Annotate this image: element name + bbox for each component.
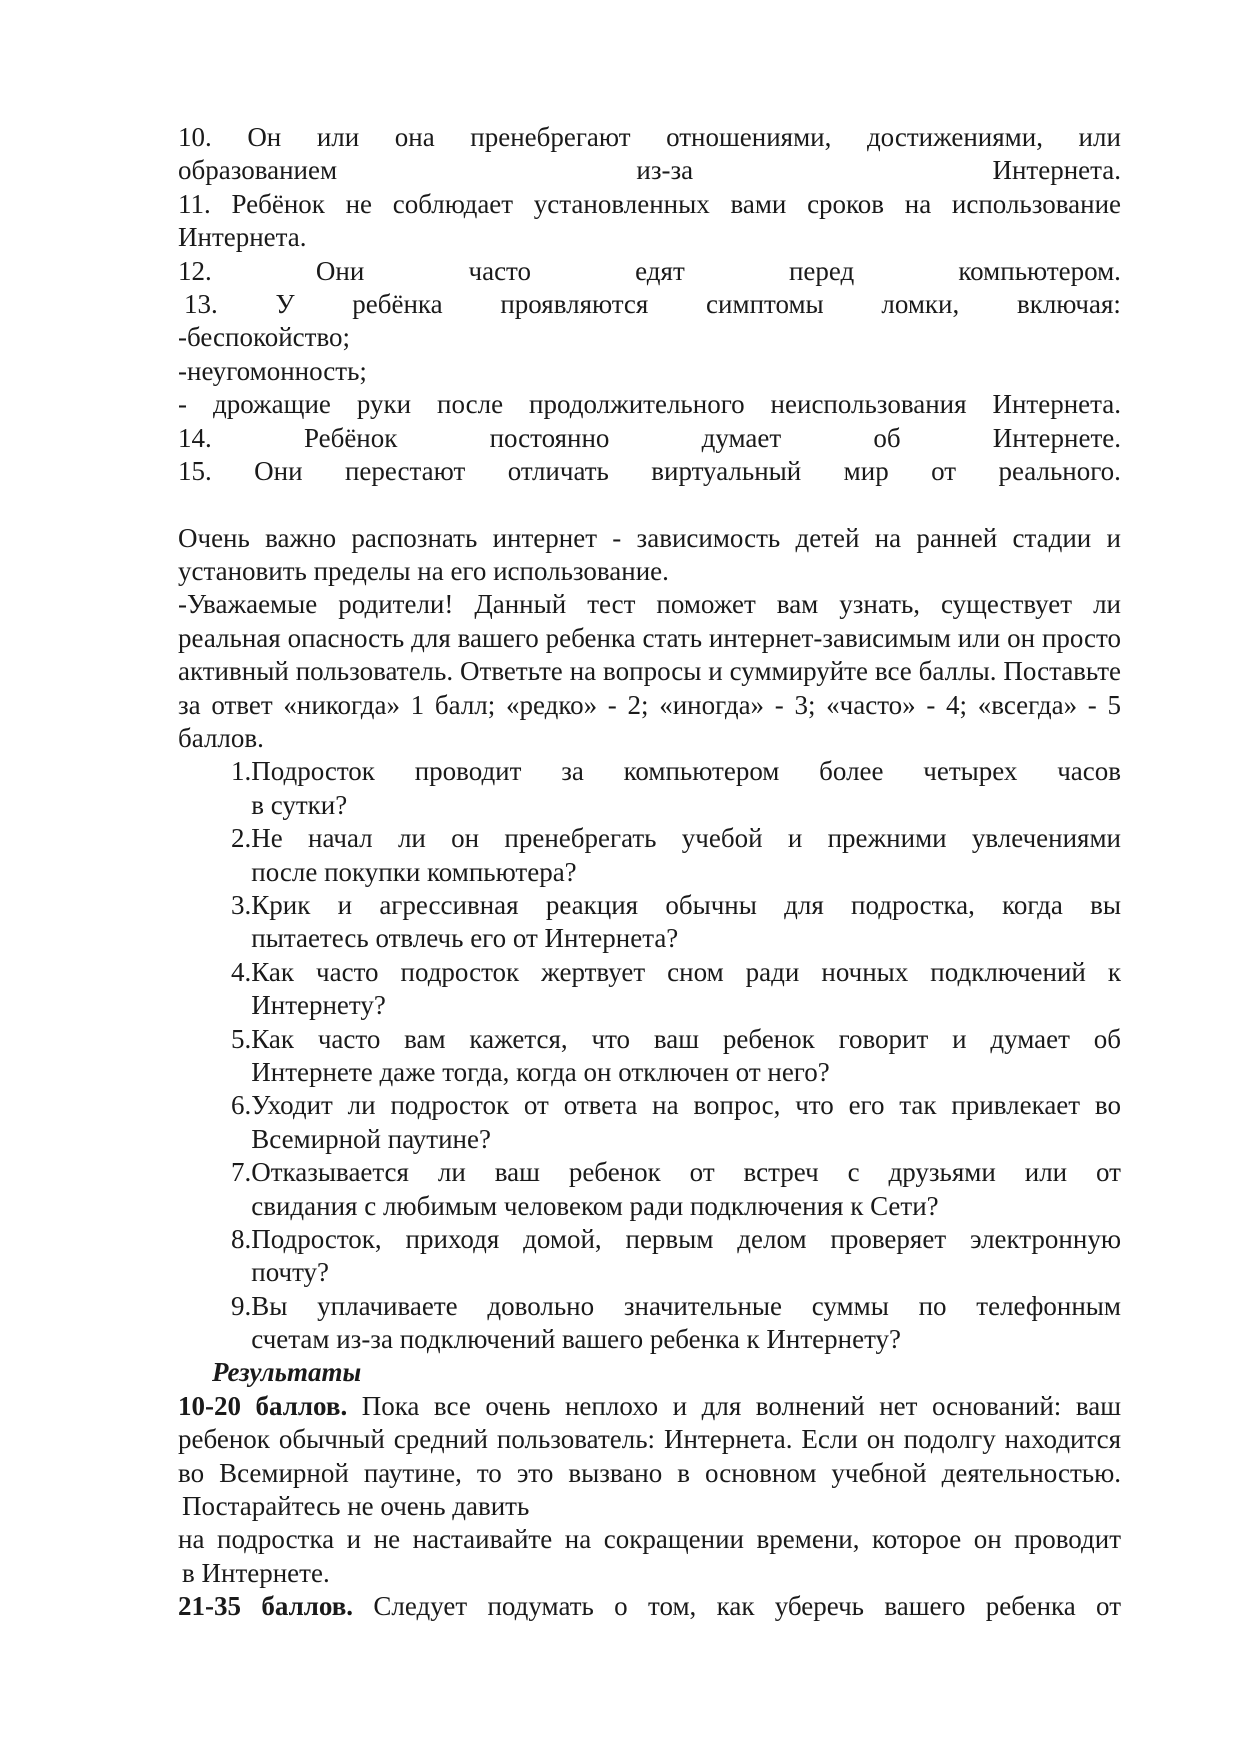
word: часто <box>468 255 531 286</box>
question-item <box>231 1223 1121 1290</box>
question-number: 8. <box>231 1223 252 1254</box>
word: ребёнка <box>352 288 443 319</box>
list-item-14 <box>178 422 1121 455</box>
word: 13. <box>184 288 218 319</box>
question-number: 2. <box>231 823 252 854</box>
parents-line5: баллов. <box>178 723 264 754</box>
question-text-line2: почту? <box>251 1257 330 1288</box>
word: мир <box>843 455 889 486</box>
result-1-line6: в Интернете. <box>182 1557 330 1588</box>
question-item <box>231 1290 1121 1357</box>
list-item-10-line1 <box>178 121 1121 154</box>
question-item <box>231 1089 1121 1156</box>
parents-line2: реальная опасность для вашего ребенка стать интернет-зависимым или он просто <box>178 622 1121 653</box>
result-1-line3: во Всемирной паутине, то это вызвано в основном учебной деятельностью. <box>178 1457 1121 1488</box>
intro-line2: установить пределы на его использование. <box>178 556 669 587</box>
word: или <box>316 122 360 152</box>
result-1-line2: ребенок обычный средний пользователь: Интернета. Если он подолгу находится <box>178 1424 1121 1455</box>
word: У <box>275 288 295 319</box>
word: проявляются <box>500 288 649 319</box>
question-item <box>231 822 1121 889</box>
result-1-line5: на подростка и не настаивайте на сокращении времени, которое он проводит <box>178 1524 1121 1555</box>
question-text-line1: Подросток проводит за компьютером более четырех часов <box>251 756 1121 787</box>
result-1-text: Пока все очень неплохо и для волнений нет оснований: ваш <box>347 1390 1121 1421</box>
question-item <box>231 1023 1121 1090</box>
results-heading: Результаты <box>212 1357 362 1388</box>
question-text-line1: Крик и агрессивная реакция обычны для подростка, когда вы <box>251 889 1121 920</box>
question-text-line1: Отказывается ли ваш ребенок от встреч с друзьями или от <box>251 1157 1121 1188</box>
question-text-line1: Как часто подросток жертвует сном ради ночных подключений к <box>251 956 1121 987</box>
list-item-13-sub2: -неугомонность; <box>178 355 367 386</box>
word: едят <box>635 255 685 286</box>
word: перед <box>788 255 855 286</box>
intro-line1: Очень важно распознать интернет - зависимость детей на ранней стадии и <box>178 522 1121 553</box>
question-number: 6. <box>231 1090 252 1121</box>
document-body <box>178 121 1121 1624</box>
word: ломки, <box>881 288 960 319</box>
list-item-12 <box>178 255 1121 288</box>
word: компьютером. <box>958 255 1121 286</box>
question-text-line1: Не начал ли он пренебрегать учебой и прежними увлечениями <box>251 823 1121 854</box>
result-2-text: Следует подумать о том, как уберечь вашего ребенка от <box>353 1591 1122 1622</box>
list-item-11-line2: Интернета. <box>178 222 307 253</box>
word: включая: <box>1016 288 1121 319</box>
result-1-label: 10-20 баллов. <box>178 1390 348 1421</box>
question-text-line1: Подросток, приходя домой, первым делом проверяет электронную <box>251 1223 1121 1254</box>
parents-line3: активный пользователь. Ответьте на вопросы и суммируйте все баллы. Поставьте <box>178 656 1121 687</box>
question-text-line2: в сутки? <box>251 789 348 820</box>
result-2-label: 21-35 баллов. <box>178 1591 354 1622</box>
word: думает <box>701 422 782 453</box>
word: она <box>394 122 435 152</box>
question-item <box>231 755 1121 822</box>
word: от <box>931 455 957 486</box>
parents-line4: за ответ «никогда» 1 балл; «редко» - 2; «иногда» - 3; «часто» - 4; «всегда» - 5 <box>178 689 1121 720</box>
question-item <box>231 889 1121 956</box>
question-number: 5. <box>231 1023 252 1054</box>
word: виртуальный <box>651 455 802 486</box>
word: перестают <box>344 455 466 486</box>
question-item <box>231 1156 1121 1223</box>
list-item-11-line1: 11. Ребёнок не соблюдает установленных вами сроков на использование <box>178 188 1121 219</box>
word: Интернета. <box>992 155 1121 186</box>
question-text-line2: пытаетесь отвлечь его от Интернета? <box>251 923 679 954</box>
question-text-line1: Вы уплачиваете довольно значительные суммы по телефонным <box>251 1290 1121 1321</box>
word: Ребёнок <box>303 422 398 453</box>
question-text-line2: Интернете даже тогда, когда он отключен от него? <box>251 1056 830 1087</box>
word: 14. <box>178 422 212 453</box>
result-1-line1 <box>178 1390 1121 1423</box>
word: Они <box>315 255 365 286</box>
question-text-line2: Интернету? <box>251 990 386 1021</box>
question-text-line1: Как часто вам кажется, что ваш ребенок говорит и думает об <box>251 1023 1121 1054</box>
list-item-13-line1 <box>178 288 1121 321</box>
question-list <box>231 755 1121 1356</box>
word: Интернете. <box>992 422 1121 453</box>
result-2-line1 <box>178 1590 1121 1623</box>
word: 15. <box>178 455 212 486</box>
word: из-за <box>636 155 694 186</box>
question-text-line2: Всемирной паутине? <box>251 1123 491 1154</box>
word: реального. <box>998 455 1121 486</box>
question-item <box>231 956 1121 1023</box>
word: или <box>1078 122 1121 152</box>
word: 10. <box>178 122 212 152</box>
list-item-10-line2 <box>178 154 1121 187</box>
word: пренебрегают <box>470 122 631 152</box>
word: Они <box>254 455 303 486</box>
word: об <box>873 422 901 453</box>
question-number: 4. <box>231 956 252 987</box>
question-number: 9. <box>231 1290 252 1321</box>
word: 12. <box>178 255 212 286</box>
question-number: 7. <box>231 1157 252 1188</box>
paragraph-gap <box>178 488 1121 521</box>
word: симптомы <box>706 288 824 319</box>
question-text-line2: свидания с любимым человеком ради подключения к Сети? <box>251 1190 939 1221</box>
word: отличать <box>507 455 609 486</box>
question-number: 3. <box>231 889 252 920</box>
result-1-line4: Постарайтесь не очень давить <box>182 1491 530 1522</box>
list-item-13-sub1: -беспокойство; <box>178 322 351 353</box>
question-text-line1: Уходит ли подросток от ответа на вопрос, что его так привлекает во <box>251 1090 1121 1121</box>
question-number: 1. <box>231 756 252 787</box>
list-item-15 <box>178 455 1121 488</box>
question-text-line2: счетам из-за подключений вашего ребенка к Интернету? <box>251 1324 902 1355</box>
list-item-13-sub3: - дрожащие руки после продолжительного неиспользования Интернета. <box>178 389 1121 420</box>
word: достижениями, <box>866 122 1043 152</box>
parents-line1: -Уважаемые родители! Данный тест поможет вам узнать, существует ли <box>178 589 1121 620</box>
word: постоянно <box>489 422 610 453</box>
word: отношениями, <box>666 122 832 152</box>
word: Он <box>247 122 282 152</box>
word: образованием <box>178 155 338 186</box>
question-text-line2: после покупки компьютера? <box>251 856 577 887</box>
